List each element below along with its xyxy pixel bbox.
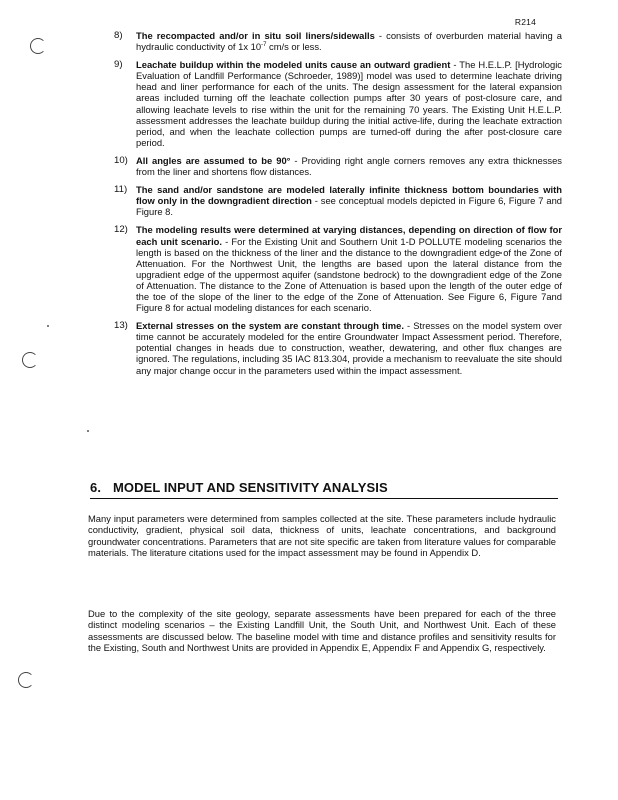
scan-speck [87,430,89,432]
item-number: 13) [114,320,128,332]
section-title-text: MODEL INPUT AND SENSITIVITY ANALYSIS [113,480,388,495]
item-exponent: -7 [261,42,267,49]
item-number: 9) [114,59,123,71]
item-number: 10) [114,154,128,166]
assumptions-list [110,30,562,383]
scan-speck [47,325,49,327]
item-text-tail: cm/s or less. [266,41,322,53]
page-id: R214 [514,17,536,27]
item-text: - see conceptual models depicted in Figure 6, Figure 7 and Figure 8. [136,195,562,218]
item-heading: The sand and/or sandstone are modeled laterally infinite thickness bottom boundaries with flow only in the downgradient direction [136,184,562,207]
section-heading-block [90,480,558,499]
item-text: - The H.E.L.P. [Hydrologic Evaluation of Landfill Performance (Schroeder, 1989)] model was used to determine leachate driving head and liner performance for each of the units. The design assessment for the lateral expansion areas included turning off the leachate collection pumps after 30 years of post-closure care, and allowing leachate levels to rise within the unit for the remaining 70 years. The Existing Unit H.E.L.P. assessment addresses the leachate buildup during the initial active-life, during the leachate extraction period, and when the leachate collection pumps are turned-off during the after post-closure care period. [136,59,562,148]
list-item [110,184,562,217]
item-text: - consists of overburden material having a hydraulic conductivity of 1x 10 [136,30,562,53]
section-title [90,480,558,499]
body-paragraph: Due to the complexity of the site geology, separate assessments have been prepared for each of the three distinct modeling scenarios – the Existing Landfill Unit, the South Unit, and Northwest Unit. Each of these assessments are discussed below. The baseline model with time and distance profiles and sensitivity results for the Existing, South and Northwest Units are provided in Appendix E, Appendix F and Appendix G, respectively. [88,608,556,653]
punch-hole-top [30,38,46,54]
item-text: - Providing right angle corners removes any extra thicknesses from the liner and shortens flow distances. [136,154,562,178]
body-paragraph: Many input parameters were determined from samples collected at the site. These parameters include hydraulic conductivity, gradient, physical soil data, thickness of units, leachate concentrations, and background groundwater concentrations. Parameters that are not site specific are taken from literature values for comparable materials. The literature citations used for the impact assessment may be found in Appendix D. [88,513,556,558]
section-number: 6. [90,480,102,495]
item-number: 11) [114,184,128,196]
item-heading: The modeling results were determined at varying distances, depending on direction of flow for each unit scenario. [136,224,562,247]
item-heading: The recompacted and/or in situ soil liners/sidewalls [136,30,375,41]
item-heading: All angles are assumed to be 90° [136,154,291,166]
list-item [110,59,562,148]
item-text: - Stresses on the model system over time cannot be accurately modeled for the entire Groundwater Impact Assessment period. Therefore, potential changes in heads due to construction, weather, dewatering, and other flux changes are ignored. The regulations, including 35 IAC 813.304, provide a mechanism to reevaluate the site should any major change occur in the parameters used within the impact assessment. [136,320,562,376]
list-item [110,155,562,177]
punch-hole-middle [22,352,38,368]
item-number: 12) [114,224,128,236]
punch-hole-bottom [18,672,34,688]
item-text: - For the Existing Unit and Southern Unit 1-D POLLUTE modeling scenarios the length is based on the thickness of the liner and the distance to the downgradient edge of the Zone of Attenuation. For the Northwest Unit, the lengths are based upon the lateral distance from the upgradient edge of the uppermost aquifer (sandstone bedrock) to the downgradient edge of the Zone of Attenuation. The distance to the Zone of Attenuation is based upon the length of the outer edge of the toe of the slope of the liner to the edge of the Zone of Attenuation. See Figure 6, Figure 7and Figure 8 for actual modeling distances for each scenario. [136,235,562,314]
list-item [110,30,562,52]
list-item [110,224,562,313]
item-number: 8) [114,30,123,41]
item-heading: External stresses on the system are constant through time. [136,320,404,332]
item-heading: Leachate buildup within the modeled units cause an outward gradient [136,59,451,71]
list-item [110,320,562,375]
